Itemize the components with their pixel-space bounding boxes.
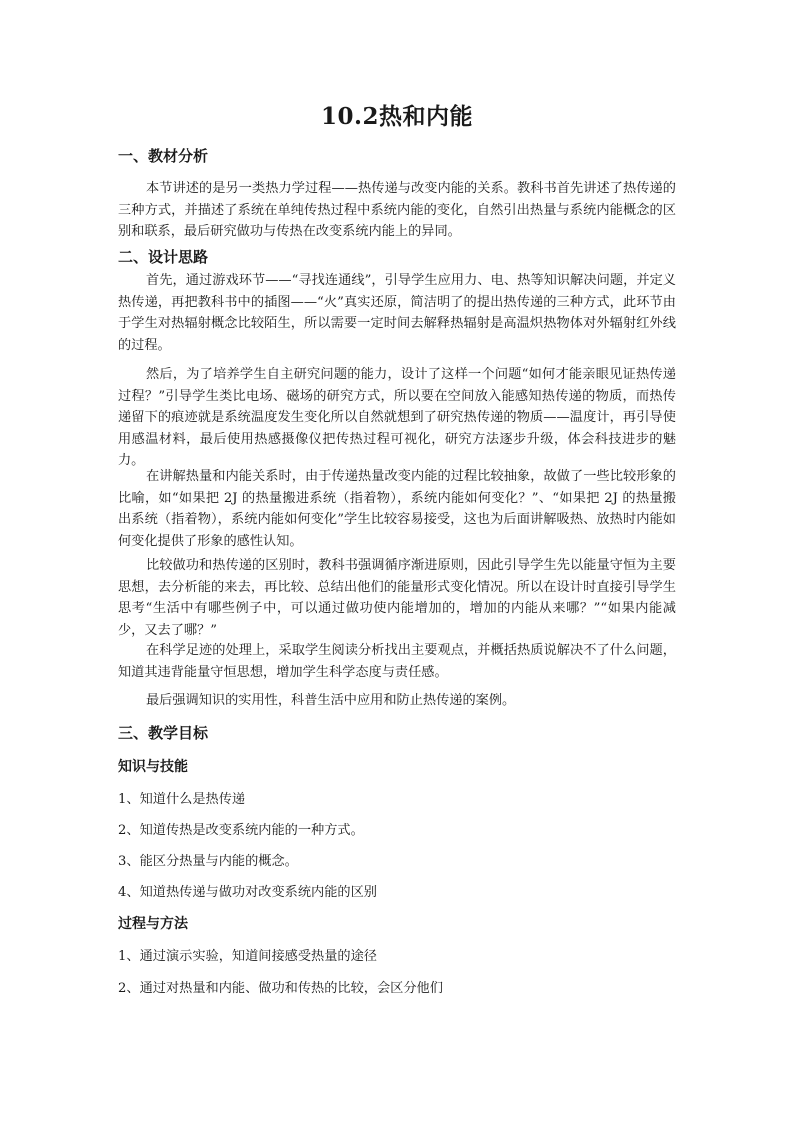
paragraph-design-1: 首先，通过游戏环节——“寻找连通线”，引导学生应用力、电、热等知识解决问题，并定义热传递，再把教科书中的插图——“火”真实还原，简洁明了的提出热传递的三种方式，此环节由于学生对热辐射概念比较陌生，所以需要一定时间去解释热辐射是高温炽热物体对外辐射红外线的过程。 (118, 273, 676, 353)
section-heading-textbook-analysis: 一、教材分析 (118, 147, 209, 165)
document-title: 10.2热和内能 (320, 103, 474, 130)
section-heading-teaching-goals: 三、教学目标 (118, 724, 209, 742)
paragraph-design-6: 最后强调知识的实用性，科普生活中应用和防止热传递的案例。 (146, 693, 516, 708)
list-item: 4、知道热传递与做功对改变系统内能的区别 (118, 885, 377, 900)
subheading-process-methods: 过程与方法 (118, 916, 188, 932)
list-item: 3、能区分热量与内能的概念。 (118, 854, 298, 869)
paragraph-design-4: 比较做功和热传递的区别时，教科书强调循序渐进原则，因此引导学生先以能量守恒为主要思想，去分析能的来去，再比较、总结出他们的能量形式变化情况。所以在设计时直接引导学生思考“生活中有哪些例子中，可以通过做功使内能增加的，增加的内能从来哪？”“如果内能减少，又去了哪？” (118, 558, 676, 638)
section-heading-design-idea: 二、设计思路 (118, 248, 209, 266)
paragraph-design-5: 在科学足迹的处理上，采取学生阅读分析找出主要观点，并概括热质说解决不了什么问题，知道其违背能量守恒思想，增加学生科学态度与责任感。 (118, 643, 676, 680)
paragraph-design-3: 在讲解热量和内能关系时，由于传递热量改变内能的过程比较抽象，故做了一些比较形象的比喻，如“如果把 2J 的热量搬进系统（指着物），系统内能如何变化？”、“如果把 2J 的热量搬出系统（指着物），系统内能如何变化”学生比较容易接受，这也为后面讲解吸热、放热时内能如何变化提供了形象的感性认知。 (118, 469, 676, 549)
list-item: 2、知道传热是改变系统内能的一种方式。 (118, 823, 364, 838)
subheading-knowledge-skills: 知识与技能 (118, 759, 188, 775)
list-item: 1、知道什么是热传递 (118, 792, 246, 807)
list-item: 2、通过对热量和内能、做功和传热的比较，会区分他们 (118, 981, 443, 996)
list-item: 1、通过演示实验，知道间接感受热量的途径 (118, 949, 377, 964)
paragraph-design-2: 然后，为了培养学生自主研究问题的能力，设计了这样一个问题“如何才能亲眼见证热传递过程？”引导学生类比电场、磁场的研究方式，所以要在空间放入能感知热传递的物质，而热传递留下的痕迹就是系统温度发生变化所以自然就想到了研究热传递的物质——温度计，再引导使用感温材料，最后使用热感摄像仪把传热过程可视化，研究方法逐步升级，体会科技进步的魅力。 (118, 367, 676, 468)
paragraph-textbook-analysis: 本节讲述的是另一类热力学过程——热传递与改变内能的关系。教科书首先讲述了热传递的三种方式，并描述了系统在单纯传热过程中系统内能的变化，自然引出热量与系统内能概念的区别和联系，最后研究做功与传热在改变系统内能上的异同。 (118, 181, 676, 239)
